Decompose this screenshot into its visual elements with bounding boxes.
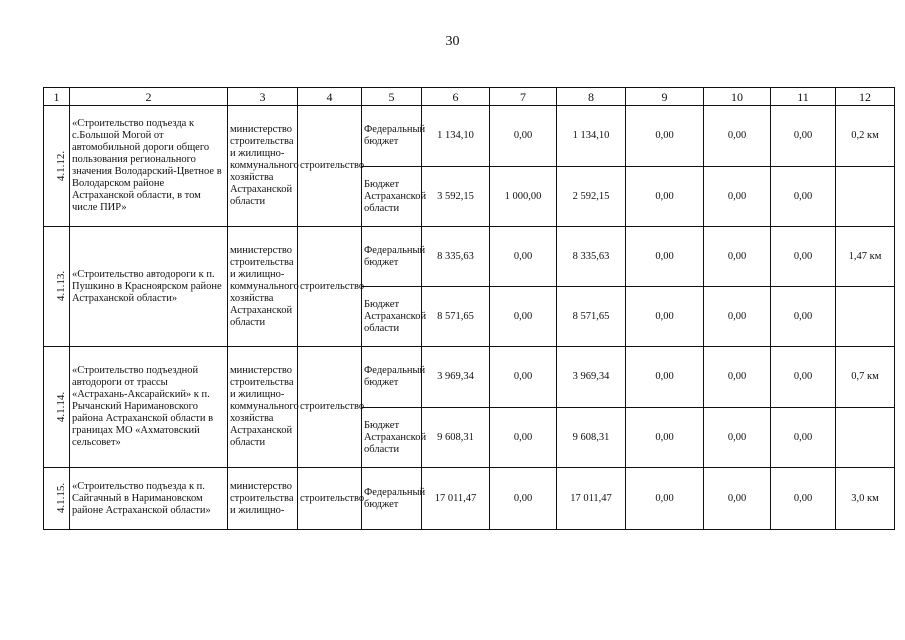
value-cell: 0,00 bbox=[490, 227, 557, 287]
responsible-org: министерство строительства и жилищно-коммунального хозяйства Астраханской области bbox=[228, 106, 298, 227]
row-id: 4.1.13. bbox=[55, 270, 68, 302]
project-name: «Строительство подъезда к п. Сайгачный в Наримановском районе Астраханской области» bbox=[70, 468, 228, 530]
work-kind: строительство bbox=[298, 347, 362, 468]
row-id: 4.1.14. bbox=[55, 391, 68, 422]
value-cell: 2 592,15 bbox=[557, 167, 626, 227]
result-cell: 3,0 км bbox=[836, 468, 895, 530]
value-cell: 8 571,65 bbox=[422, 287, 490, 347]
value-cell: 0,00 bbox=[704, 227, 771, 287]
funding-source: Бюджет Астраханской области bbox=[362, 287, 422, 347]
value-cell: 0,00 bbox=[490, 347, 557, 408]
row-id-cell bbox=[44, 227, 70, 347]
value-cell: 0,00 bbox=[771, 468, 836, 530]
value-cell: 0,00 bbox=[626, 167, 704, 227]
col-header: 8 bbox=[557, 88, 626, 106]
row-id-cell bbox=[44, 347, 70, 468]
value-cell: 17 011,47 bbox=[557, 468, 626, 530]
value-cell: 0,00 bbox=[704, 408, 771, 468]
value-cell: 9 608,31 bbox=[557, 408, 626, 468]
value-cell: 8 335,63 bbox=[557, 227, 626, 287]
value-cell: 3 592,15 bbox=[422, 167, 490, 227]
result-cell: 0,2 км bbox=[836, 106, 895, 167]
empty-cell bbox=[836, 408, 895, 468]
value-cell: 3 969,34 bbox=[557, 347, 626, 408]
col-header: 10 bbox=[704, 88, 771, 106]
result-cell: 0,7 км bbox=[836, 347, 895, 408]
table-row bbox=[44, 106, 895, 167]
value-cell: 17 011,47 bbox=[422, 468, 490, 530]
value-cell: 0,00 bbox=[490, 106, 557, 167]
col-header: 9 bbox=[626, 88, 704, 106]
col-header: 1 bbox=[44, 88, 70, 106]
page-number: 30 bbox=[445, 34, 460, 49]
responsible-org: министерство строительства и жилищно-коммунального хозяйства Астраханской области bbox=[228, 227, 298, 347]
value-cell: 0,00 bbox=[704, 106, 771, 167]
table-row bbox=[44, 468, 895, 530]
value-cell: 0,00 bbox=[490, 408, 557, 468]
row-id: 4.1.15. bbox=[55, 482, 68, 514]
project-name: «Строительство подъездной автодороги от трассы «Астрахань-Аксарайский» к п. Рычанский Наримановского района Астраханской области в границах МО «Ахматовский сельсовет» bbox=[70, 347, 228, 468]
empty-cell bbox=[836, 167, 895, 227]
value-cell: 0,00 bbox=[771, 347, 836, 408]
project-name: «Строительство подъезда к с.Большой Могой от автомобильной дороги общего пользования регионального значения Володарский-Цветное в Володарском районе Астраханской области, в том числе ПИР» bbox=[70, 106, 228, 227]
header-row bbox=[44, 88, 895, 106]
value-cell: 0,00 bbox=[704, 468, 771, 530]
work-kind: строительство bbox=[298, 468, 362, 530]
funding-source: Федеральный бюджет bbox=[362, 106, 422, 167]
col-header: 4 bbox=[298, 88, 362, 106]
value-cell: 0,00 bbox=[704, 287, 771, 347]
value-cell: 0,00 bbox=[704, 167, 771, 227]
col-header: 3 bbox=[228, 88, 298, 106]
value-cell: 0,00 bbox=[626, 227, 704, 287]
value-cell: 0,00 bbox=[626, 408, 704, 468]
work-kind: строительство bbox=[298, 106, 362, 227]
col-header: 5 bbox=[362, 88, 422, 106]
value-cell: 1 000,00 bbox=[490, 167, 557, 227]
col-header: 2 bbox=[70, 88, 228, 106]
value-cell: 0,00 bbox=[490, 287, 557, 347]
row-id: 4.1.12. bbox=[55, 150, 68, 181]
value-cell: 1 134,10 bbox=[557, 106, 626, 167]
value-cell: 0,00 bbox=[771, 227, 836, 287]
value-cell: 0,00 bbox=[771, 408, 836, 468]
project-name: «Строительство автодороги к п. Пушкино в Красноярском районе Астраханской области» bbox=[70, 227, 228, 347]
responsible-org: министерство строительства и жилищно-коммунального хозяйства Астраханской области bbox=[228, 347, 298, 468]
value-cell: 0,00 bbox=[704, 347, 771, 408]
col-header: 6 bbox=[422, 88, 490, 106]
value-cell: 0,00 bbox=[771, 167, 836, 227]
row-id-cell bbox=[44, 468, 70, 530]
col-header: 12 bbox=[836, 88, 895, 106]
value-cell: 0,00 bbox=[626, 347, 704, 408]
value-cell: 0,00 bbox=[626, 287, 704, 347]
col-header: 7 bbox=[490, 88, 557, 106]
empty-cell bbox=[836, 287, 895, 347]
col-header: 11 bbox=[771, 88, 836, 106]
funding-source: Бюджет Астраханской области bbox=[362, 167, 422, 227]
budget-table bbox=[43, 87, 895, 530]
value-cell: 3 969,34 bbox=[422, 347, 490, 408]
value-cell: 0,00 bbox=[626, 106, 704, 167]
funding-source: Федеральный бюджет bbox=[362, 227, 422, 287]
value-cell: 0,00 bbox=[490, 468, 557, 530]
value-cell: 0,00 bbox=[771, 106, 836, 167]
value-cell: 0,00 bbox=[626, 468, 704, 530]
responsible-org: министерство строительства и жилищно- bbox=[228, 468, 298, 530]
value-cell: 8 335,63 bbox=[422, 227, 490, 287]
funding-source: Федеральный бюджет bbox=[362, 468, 422, 530]
table-row bbox=[44, 227, 895, 287]
value-cell: 8 571,65 bbox=[557, 287, 626, 347]
value-cell: 0,00 bbox=[771, 287, 836, 347]
value-cell: 9 608,31 bbox=[422, 408, 490, 468]
funding-source: Бюджет Астраханской области bbox=[362, 408, 422, 468]
row-id-cell bbox=[44, 106, 70, 227]
result-cell: 1,47 км bbox=[836, 227, 895, 287]
funding-source: Федеральный бюджет bbox=[362, 347, 422, 408]
table-row bbox=[44, 347, 895, 408]
value-cell: 1 134,10 bbox=[422, 106, 490, 167]
work-kind: строительство bbox=[298, 227, 362, 347]
